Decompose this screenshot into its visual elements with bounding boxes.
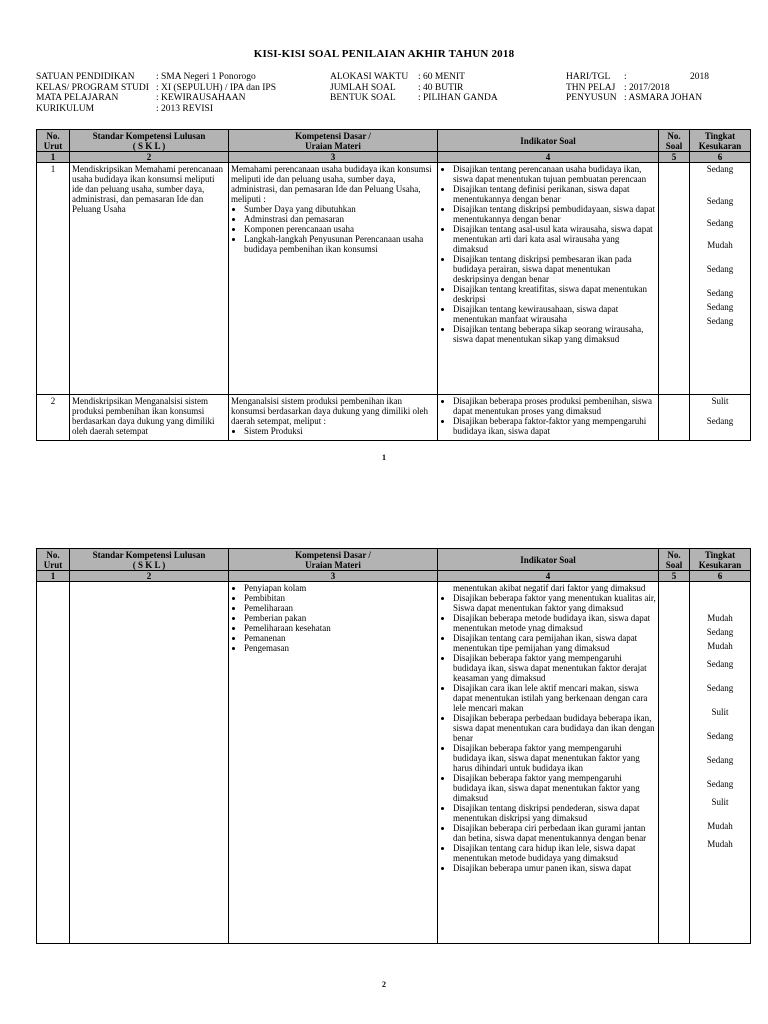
- col-number: 4: [438, 152, 659, 163]
- indikator-list: [440, 164, 656, 344]
- header-tingkat-kesukaran: Tingkat Kesukaran: [690, 130, 751, 152]
- table-row: [37, 163, 751, 395]
- col-number: 3: [229, 571, 438, 582]
- difficulty-label: Sulit: [711, 396, 729, 406]
- header-no-urut: No. Urut: [37, 130, 70, 152]
- list-item: • Disajikan tentang diskripsi pembesaran ikan pada budidaya perairan, siswa dapat menentukan deskripsinya dengan benar: [453, 254, 656, 284]
- difficulty-label: Sedang: [706, 316, 734, 326]
- list-item: • Disajikan beberapa perbedaan budidaya beberapa ikan, siswa dapat menentukan cara budidaya dan ikan dengan benar: [453, 713, 656, 743]
- list-item: • Pemberian pakan: [244, 613, 435, 623]
- list-item: • Disajikan tentang perencanaan usaha budidaya ikan, siswa dapat menentukan tujuan pembuatan perencaan: [453, 164, 656, 184]
- meta-row: HARI/TGL : 2018: [566, 72, 709, 82]
- row-number: [37, 582, 70, 944]
- meta-row: PENYUSUN : ASMARA JOHAN: [566, 93, 703, 103]
- list-item: • Penyiapan kolam: [244, 583, 435, 593]
- col-number: 5: [659, 152, 690, 163]
- kd-list: [231, 583, 435, 653]
- kompetensi-dasar-cell: [229, 395, 438, 441]
- list-item: • Disajikan beberapa ciri perbedaan ikan gurami jantan dan betina, siswa dapat menentukannya dengan benar: [453, 823, 656, 843]
- col-number: 5: [659, 571, 690, 582]
- tingkat-cell: [690, 582, 751, 944]
- list-item: • Disajikan beberapa faktor yang mempengaruhi budidaya ikan, siswa dapat menentukan faktor yang dimaksud: [453, 773, 656, 803]
- list-item: • Langkah-langkah Penyusunan Perencanaan usaha budidaya pembenihan ikan konsumsi: [244, 234, 435, 254]
- col-number: 2: [70, 152, 229, 163]
- skl-text: Mendiskripsikan Memahami perencanaan usaha budidaya ikan konsumsi meliputi ide dan peluang usaha, sumber daya, administrasi, dan pemasaran Ide dan Peluang Usaha: [70, 163, 229, 395]
- difficulty-label: Sedang: [706, 731, 734, 741]
- difficulty-label: Sedang: [706, 779, 734, 789]
- list-item: • Disajikan tentang cara pemijahan ikan, siswa dapat menentukan tipe pemijahan yang dimaksud: [453, 633, 656, 653]
- list-item: • Disajikan tentang asal-usul kata wirausaha, siswa dapat menentukan arti dari kata asal wirausaha yang dimaksud: [453, 224, 656, 254]
- list-item: • Pemeliharaan: [244, 603, 435, 613]
- col-number: 6: [690, 571, 751, 582]
- difficulty-label: Sulit: [711, 797, 729, 807]
- difficulty-label: Sedang: [706, 288, 734, 298]
- col-number: 4: [438, 571, 659, 582]
- list-item: • Disajikan beberapa faktor-faktor yang mempengaruhi budidaya ikan, siswa dapat: [453, 416, 656, 436]
- page-number: 2: [382, 980, 386, 989]
- difficulty-label: Sedang: [706, 264, 734, 274]
- header-tingkat-kesukaran: Tingkat Kesukaran: [690, 549, 751, 571]
- page-1: [0, 0, 768, 472]
- table-row: [37, 582, 751, 944]
- indikator-cell: [438, 582, 659, 944]
- col-number: 1: [37, 152, 70, 163]
- col-number: 1: [37, 571, 70, 582]
- no-soal-cell: [659, 163, 690, 395]
- list-item: • Disajikan tentang cara hidup ikan lele, siswa dapat menentukan metode budidaya yang dimaksud: [453, 843, 656, 863]
- table-row: [37, 395, 751, 441]
- col-number: 6: [690, 152, 751, 163]
- meta-row: SATUAN PENDIDIKAN : SMA Negeri 1 Ponorogo: [36, 72, 256, 82]
- kisi-kisi-table-page-1: [36, 129, 751, 441]
- difficulty-label: Sedang: [706, 164, 734, 174]
- document-title: KISI-KISI SOAL PENILAIAN AKHIR TAHUN 2018: [253, 48, 515, 60]
- col-number: 3: [229, 152, 438, 163]
- indikator-cell: [438, 163, 659, 395]
- meta-block-left: [36, 72, 276, 114]
- kd-text: Memahami perencanaan usaha budidaya ikan konsumsi meliputi ide dan peluang usaha, sumber daya, administrasi, dan pemasaran Ide dan Peluang Usaha, meliputi :: [231, 164, 432, 204]
- meta-row: KURIKULUM : 2013 REVISI: [36, 103, 213, 114]
- list-item: • Sumber Daya yang dibutuhkan: [244, 204, 435, 214]
- list-item: • Pemeliharaan kesehatan: [244, 623, 435, 633]
- header-no-soal: No. Soal: [659, 549, 690, 571]
- difficulty-label: Sedang: [706, 659, 734, 669]
- kisi-kisi-table-page-2: [36, 548, 751, 944]
- skl-text: Mendiskripsikan Menganalsisi sistem produksi pembenihan ikan konsumsi berdasarkan daya dukung yang dimiliki oleh daerah setempat: [70, 395, 229, 441]
- no-soal-cell: [659, 582, 690, 944]
- list-item: • Disajikan beberapa proses produksi pembenihan, siswa dapat menentukan proses yang dimaksud: [453, 396, 656, 416]
- list-item: • Sistem Produksi: [244, 426, 435, 436]
- header-indikator: Indikator Soal: [438, 549, 659, 571]
- indikator-continuation: menentukan akibat negatif dari faktor yang dimaksud: [453, 583, 646, 593]
- difficulty-label: Sedang: [706, 416, 734, 426]
- header-kompetensi-dasar: Kompetensi Dasar / Uraian Materi: [229, 130, 438, 152]
- list-item: • Pembibitan: [244, 593, 435, 603]
- meta-row: JUMLAH SOAL : 40 BUTIR: [330, 82, 464, 93]
- indikator-cell: [438, 395, 659, 441]
- difficulty-label: Sedang: [706, 627, 734, 637]
- meta-block-right: [566, 72, 709, 104]
- list-item: • Disajikan tentang beberapa sikap seorang wirausaha, siswa dapat menentukan sikap yang dimaksud: [453, 324, 656, 344]
- tingkat-cell: [690, 395, 751, 441]
- list-item: • Disajikan tentang kewirausahaan, siswa dapat menentukan manfaat wirausaha: [453, 304, 656, 324]
- list-item: • Disajikan beberapa umur panen ikan, siswa dapat: [453, 863, 656, 873]
- meta-row: THN PELAJ : 2017/2018: [566, 82, 670, 93]
- no-soal-cell: [659, 395, 690, 441]
- header-skl: Standar Kompetensi Lulusan ( S K L ): [70, 549, 229, 571]
- tingkat-cell: [690, 163, 751, 395]
- header-skl: Standar Kompetensi Lulusan ( S K L ): [70, 130, 229, 152]
- difficulty-label: Mudah: [707, 821, 733, 831]
- header-kompetensi-dasar: Kompetensi Dasar / Uraian Materi: [229, 549, 438, 571]
- difficulty-label: Sedang: [706, 302, 734, 312]
- difficulty-label: Sedang: [706, 218, 734, 228]
- difficulty-label: Mudah: [707, 839, 733, 849]
- row-number: 1: [37, 163, 70, 395]
- meta-row: KELAS/ PROGRAM STUDI : XI (SEPULUH) / IPA dan IPS: [36, 82, 276, 93]
- list-item: • Disajikan cara ikan lele aktif mencari makan, siswa dapat menentukan istilah yang berkenaan dengan cara lele mencari makan: [453, 683, 656, 713]
- kompetensi-dasar-cell: [229, 163, 438, 395]
- page-number: 1: [382, 453, 386, 462]
- difficulty-label: Sedang: [706, 683, 734, 693]
- page-2: [0, 472, 768, 1024]
- difficulty-label: Mudah: [707, 613, 733, 623]
- list-item: • Disajikan beberapa faktor yang menentukan kualitas air, Siswa dapat menentukan faktor yang dimaksud: [453, 593, 656, 613]
- difficulty-label: Mudah: [707, 240, 733, 250]
- row-number: 2: [37, 395, 70, 441]
- kd-text: Menganalsisi sistem produksi pembenihan ikan konsumsi berdasarkan daya dukung yang dimiliki oleh daerah setempat, meliput :: [231, 396, 428, 426]
- difficulty-label: Sulit: [711, 707, 729, 717]
- list-item: • Adminstrasi dan pemasaran: [244, 214, 435, 224]
- meta-block-middle: [330, 72, 498, 104]
- header-no-soal: No. Soal: [659, 130, 690, 152]
- list-item: • Disajikan beberapa faktor yang mempengaruhi budidaya ikan, siswa dapat menentukan faktor derajat keasaman yang dimaksud: [453, 653, 656, 683]
- col-number: 2: [70, 571, 229, 582]
- difficulty-label: Sedang: [706, 755, 734, 765]
- kd-list: [231, 426, 435, 436]
- indikator-list: [440, 593, 656, 873]
- header-indikator: Indikator Soal: [438, 130, 659, 152]
- difficulty-label: Mudah: [707, 641, 733, 651]
- list-item: • Disajikan tentang definisi perikanan, siswa dapat menentukannya dengan benar: [453, 184, 656, 204]
- meta-row: ALOKASI WAKTU : 60 MENIT: [330, 72, 465, 82]
- kompetensi-dasar-cell: [229, 582, 438, 944]
- skl-text: [70, 582, 229, 944]
- list-item: • Komponen perencanaan usaha: [244, 224, 435, 234]
- list-item: • Pengemasan: [244, 643, 435, 653]
- list-item: • Disajikan beberapa faktor yang mempengaruhi budidaya ikan, siswa dapat menentukan faktor yang harus dihindari untuk budidaya ikan: [453, 743, 656, 773]
- indikator-list: [440, 396, 656, 436]
- meta-row: BENTUK SOAL : PILIHAN GANDA: [330, 93, 498, 103]
- list-item: • Pemanenan: [244, 633, 435, 643]
- list-item: • Disajikan tentang diskripsi pendederan, siswa dapat menentukan diskripsi yang dimaksud: [453, 803, 656, 823]
- difficulty-label: Sedang: [706, 196, 734, 206]
- meta-row: MATA PELAJARAN : KEWIRAUSAHAAN: [36, 93, 246, 103]
- header-no-urut: No. Urut: [37, 549, 70, 571]
- list-item: • Disajikan beberapa metode budidaya ikan, siswa dapat menentukan metode ynag dimaksud: [453, 613, 656, 633]
- kd-list: [231, 204, 435, 254]
- list-item: • Disajikan tentang diskripsi pembudidayaan, siswa dapat menentukannya dengan benar: [453, 204, 656, 224]
- list-item: • Disajikan tentang kreatifitas, siswa dapat menentukan deskripsi: [453, 284, 656, 304]
